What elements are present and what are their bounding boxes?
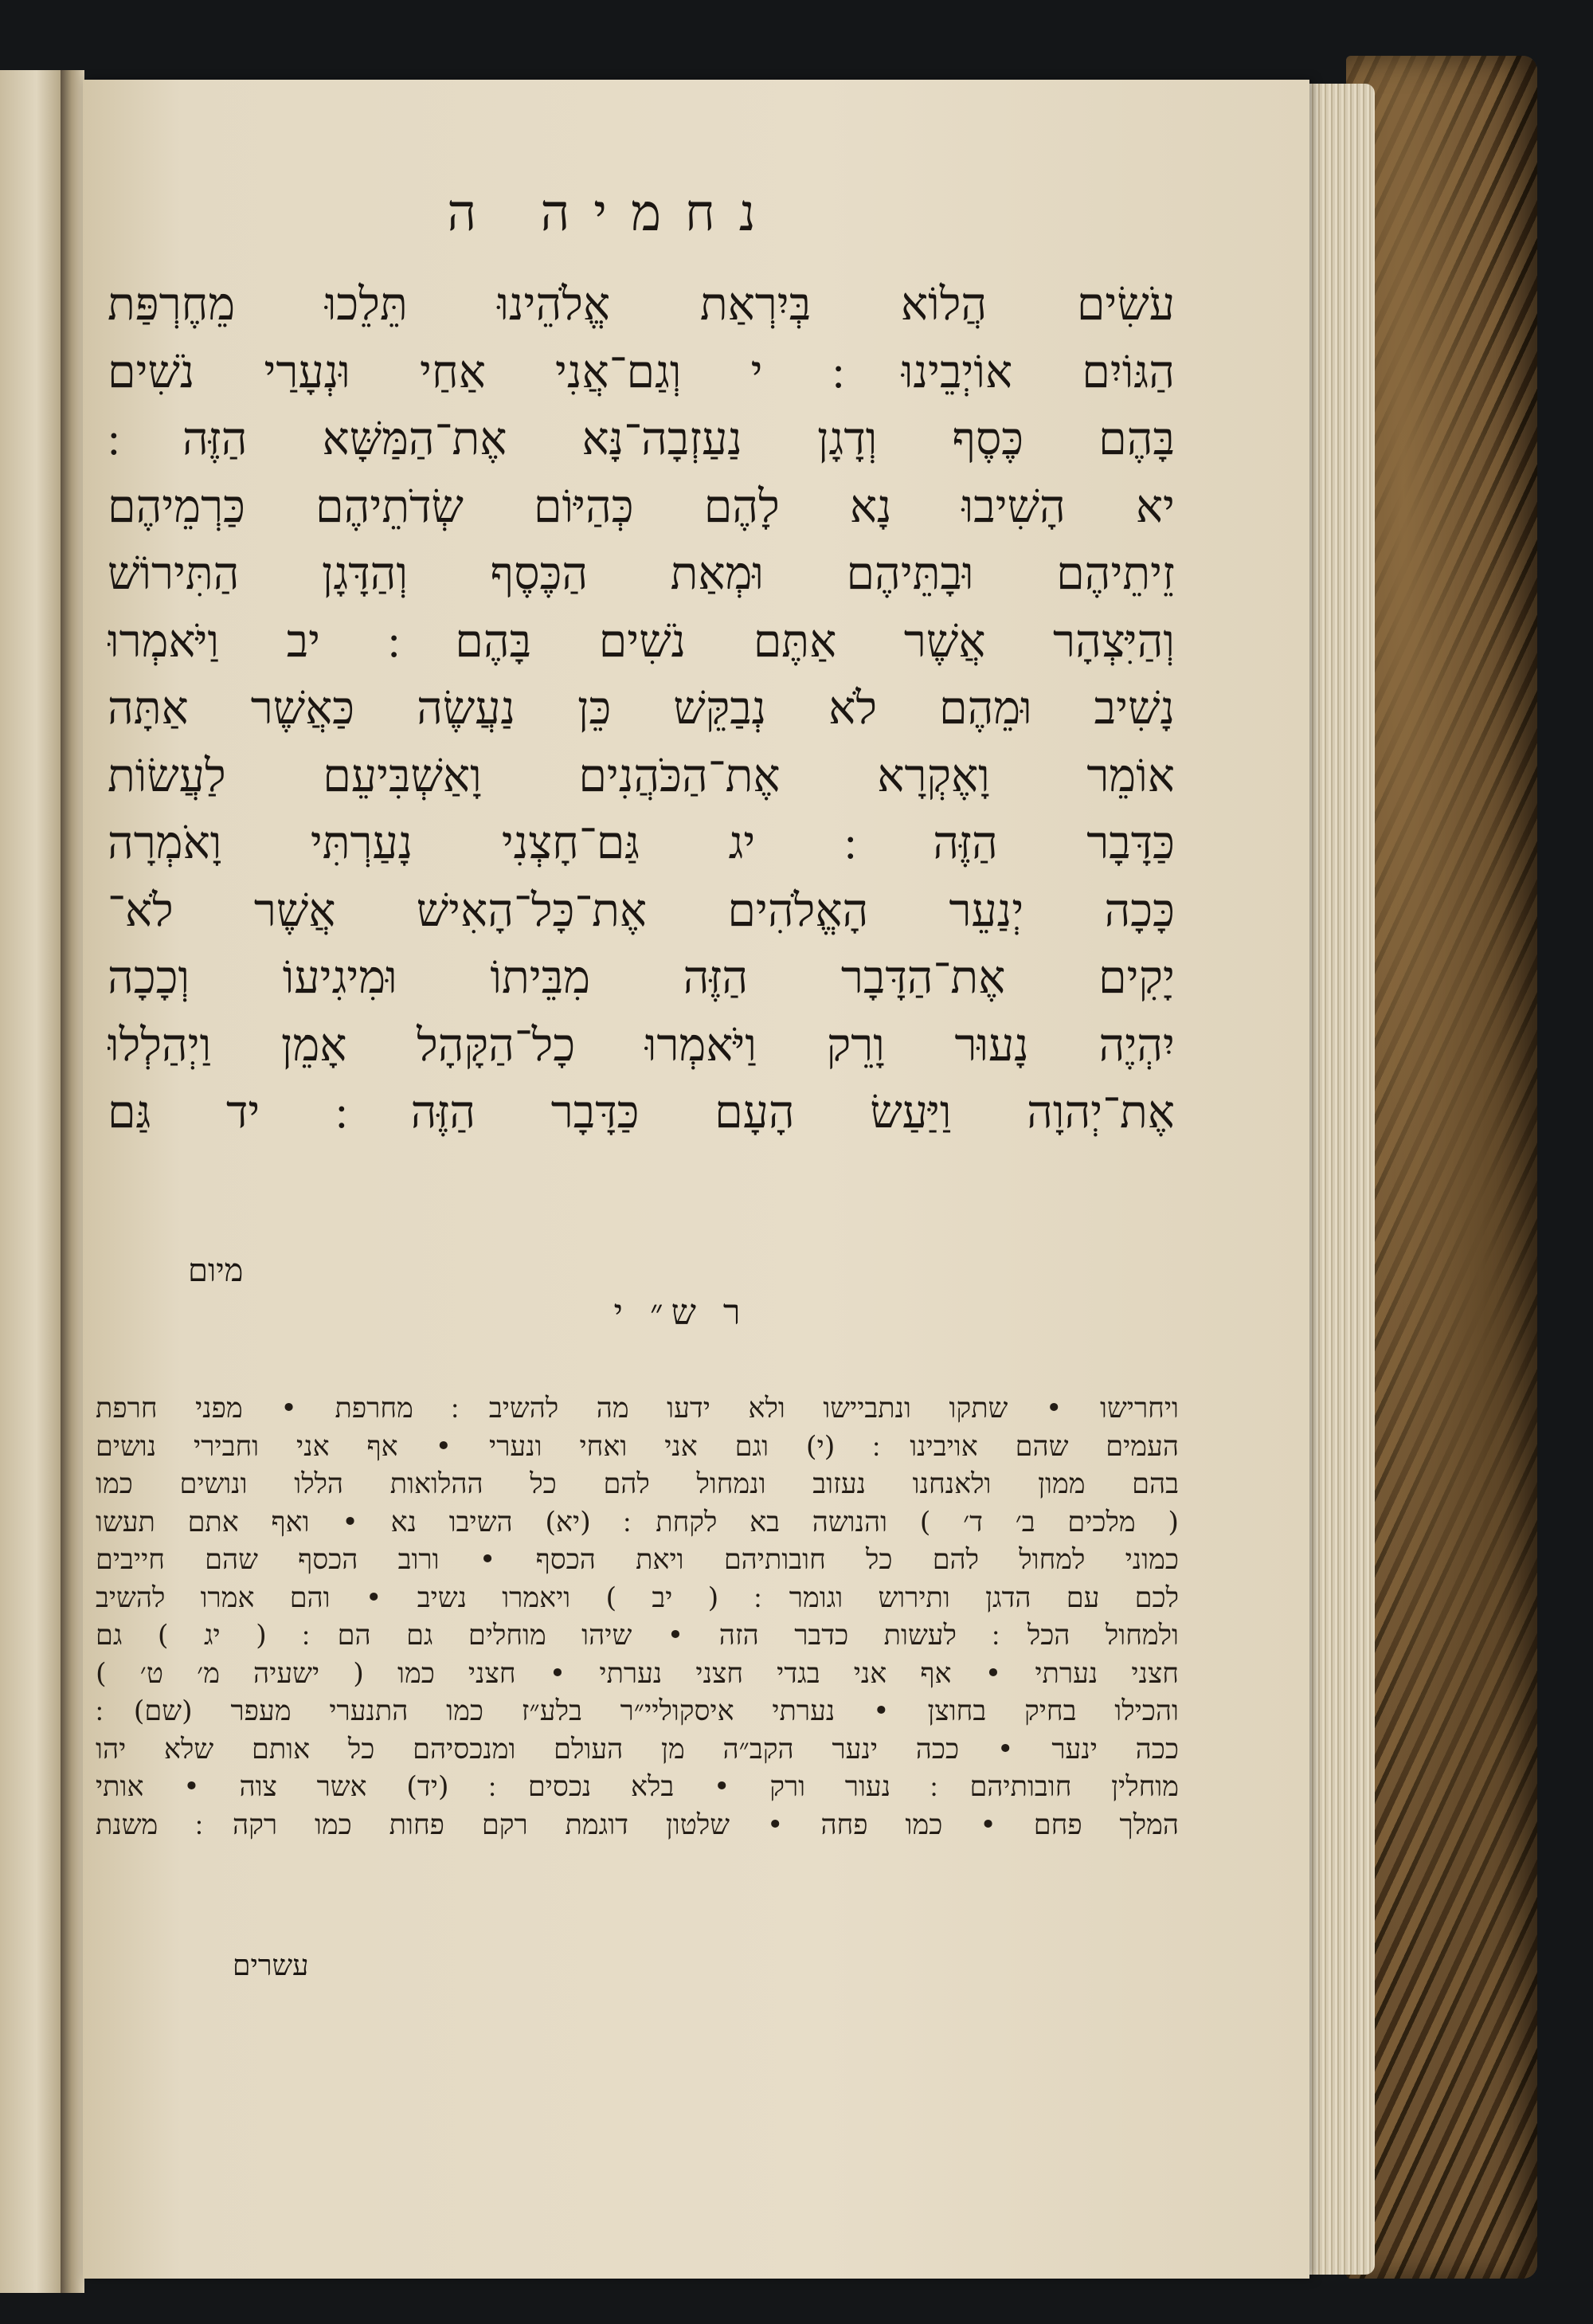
main-text-line: כָּכָה יְנַעֵר הָאֱלֹהִים אֶת־כָּל־הָאִישׁ אֲשֶׁר לֹא־ [108,884,1175,937]
main-text-line: יָקִים אֶת־הַדָּבָר הַזֶּה מִבֵּיתוֹ וּמִיגִיעוֹ וְכָכָה [108,951,1175,1004]
commentary-line: המלך פחם • כמו פחה • שלטון דוגמת רקם פחות כמו רקה ׃ משנת [96,1809,1179,1841]
commentary-line: ( מלכים ב׳ ד׳ ) והנושה בא לקחת ׃ (יא) השיבו נא • ואף אתם תעשו [96,1506,1179,1538]
main-text-line: הַגּוֹיִם אוֹיְבֵינוּ ׃ י וְגַם־אֲנִי אַחַי וּנְעָרַי נֹשִׁים [108,345,1175,398]
commentary-catchword: עשרים [233,1950,309,1982]
commentary-line: ככה ינער • ככה ינער הקב״ה מן העולם ומנכסיהם כל אותם שלא יהו [96,1733,1179,1766]
running-head: נחמיה ה [447,184,780,243]
main-text-line: כַּדָּבָר הַזֶּה ׃ יג גַּם־חָצְנִי נָעַרְתִּי וָאֹמְרָה [108,817,1175,869]
main-text-line: בָּהֶם כֶּסֶף וְדָגָן נַעַזְבָה־נָּא אֶת־הַמַּשָּׁא הַזֶּה ׃ [108,413,1175,465]
main-text-line: וְהַיִּצְהָר אֲשֶׁר אַתֶּם נֹשִׁים בָּהֶם ׃ יב וַיֹּאמְרוּ [108,614,1175,668]
commentary-line: ולמחול הכל ׃ לעשות כדבר הזה • שיהו מוחלים גם הם ׃ ( יג ) גם [96,1620,1179,1652]
main-text-line: יִהְיֶה נָעוּר וָרֵק וַיֹּאמְרוּ כָל־הַקָּהָל אָמֵן וַיְהַלְלוּ [108,1018,1175,1072]
marbled-book-cover [1346,56,1537,2279]
commentary-line: לכם עם הדגן ותירוש וגומר ׃ ( יב ) ויאמרו נשיב • והם אמרו להשיב [96,1581,1179,1614]
main-text-block [108,271,1175,1146]
main-text-line: אוֹמֵר וָאֶקְרָא אֶת־הַכֹּהֲנִים וָאַשְׁבִּיעֵם לַעֲשׂוֹת [108,749,1175,802]
commentary-line: העמים שהם אויבינו ׃ (י) וגם אני ואחי ונערי • אף אני וחבירי נושים [96,1430,1179,1463]
left-facing-page [0,70,62,2293]
commentary-line: בהם ממון ולאנחנו נעזוב ונמחול להם כל ההלואות הללו ונושים כמו [96,1468,1179,1500]
main-text-line: עֹשִׂים הֲלוֹא בְּיִרְאַת אֱלֹהֵינוּ תֵּלֵכוּ מֵחֶרְפַּת [108,278,1175,331]
commentary-heading: ר ש״ י [613,1292,749,1333]
main-text-line: זֵיתֵיהֶם וּבָתֵּיהֶם וּמְאַת הַכֶּסֶף וְהַדָּגָן הַתִּירוֹשׁ [108,547,1175,600]
commentary-line: והכילו בחיק בחוצן • נערתי איסקוליי״ר בלע״ז כמו התנערי מעפר (שם) ׃ [96,1695,1179,1727]
commentary-block [96,1390,1179,1844]
book-gutter [61,70,84,2293]
commentary-line: ויחרישו • שתקו ונתביישו ולא ידעו מה להשיב ׃ מחרפת • מפני חרפת [96,1393,1179,1425]
main-text-line: נָשִׁיב וּמֵהֶם לֹא נְבַקֵּשׁ כֵּן נַעֲשֶׂה כַּאֲשֶׁר אַתָּה [108,682,1175,735]
commentary-line: חצני נערתי • אף אני בגדי חצני נערתי • חצני כמו ( ישעיה מ׳ ט׳ ) [96,1657,1179,1690]
page-fore-edge [1309,84,1375,2275]
catchword: מיום [188,1252,244,1289]
commentary-line: מוחלין חובותיהם ׃ נעור ורק • בלא נכסים ׃ (יד) אשר צוה • אותי [96,1771,1179,1803]
main-text-line: יא הָשִׁיבוּ נָא לָהֶם כְּהַיּוֹם שְׂדֹתֵיהֶם כַּרְמֵיהֶם [108,480,1175,533]
main-text-line: אֶת־יְהוָה וַיַּעַשׂ הָעָם כַּדָּבָר הַזֶּה ׃ יד גַּם [108,1086,1175,1138]
commentary-line: כמוני למחול להם כל חובותיהם ויאת הכסף • ורוב הכסף שהם חייבים [96,1544,1179,1576]
